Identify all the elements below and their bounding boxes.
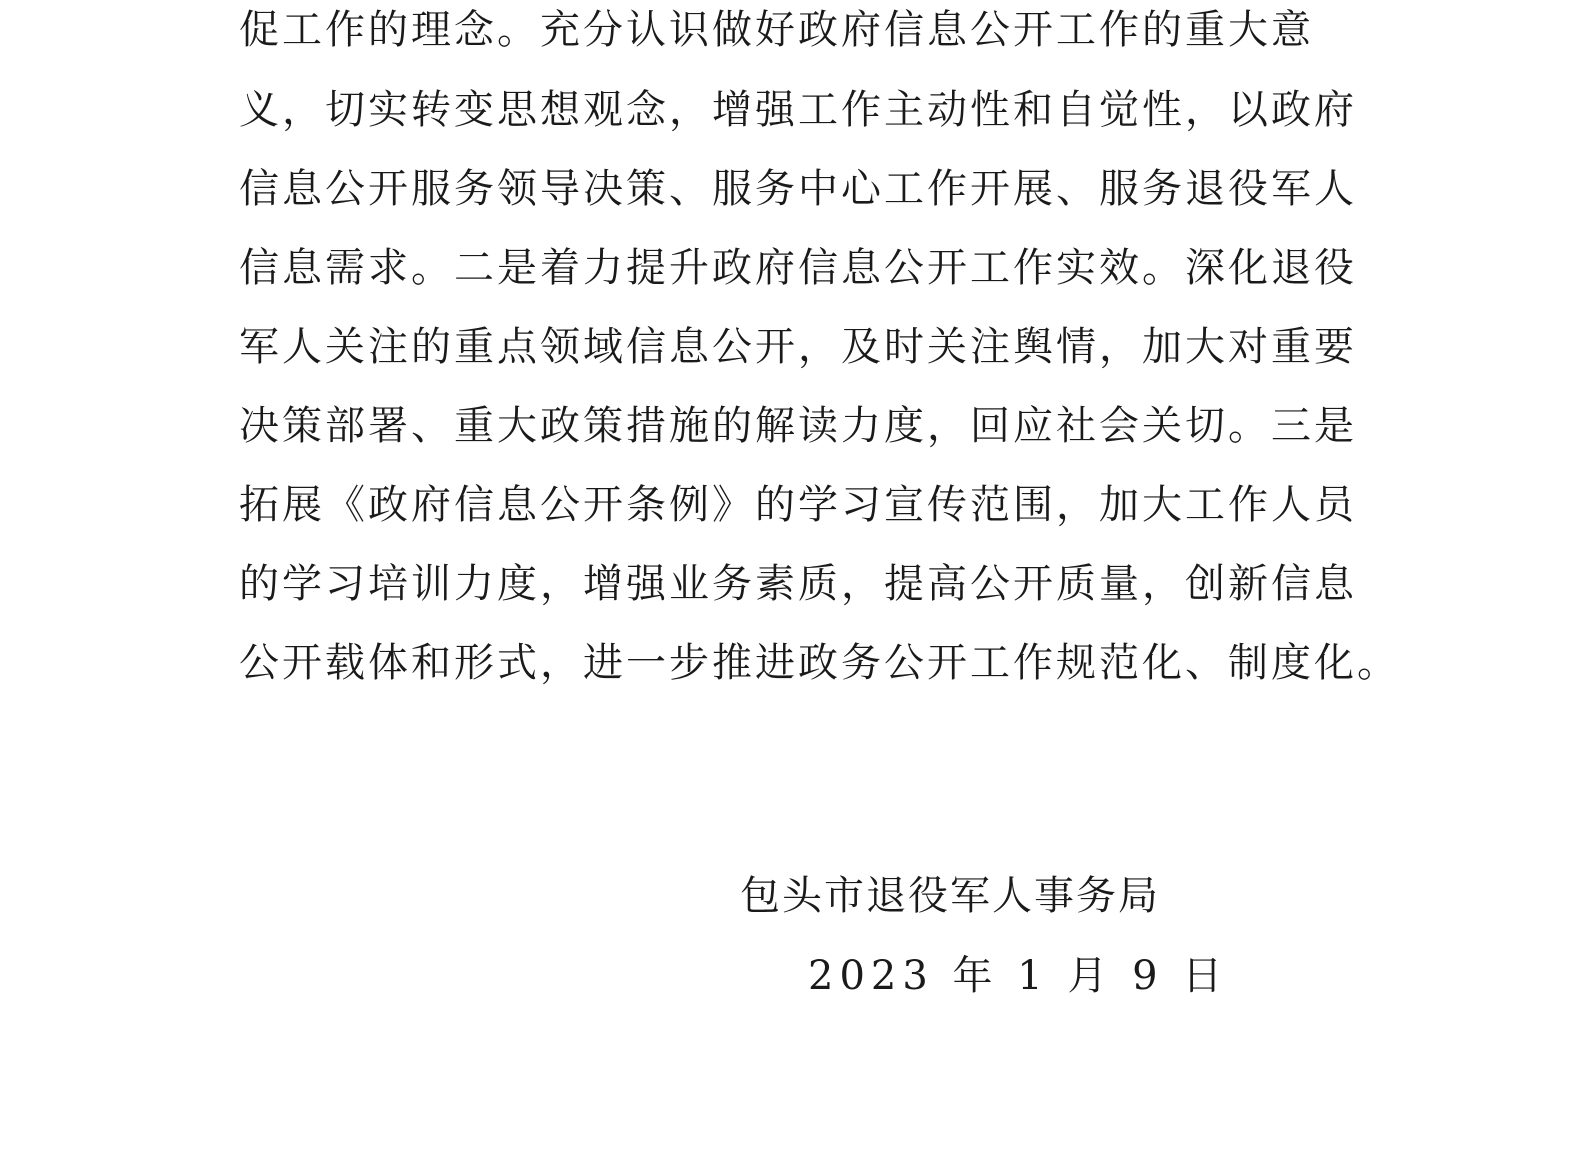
body-line-4: 信息需求。二是着力提升政府信息公开工作实效。深化退役 bbox=[239, 245, 1357, 291]
body-line-7: 拓展《政府信息公开条例》的学习宣传范围，加大工作人员 bbox=[239, 482, 1357, 528]
signature-organization: 包头市退役军人事务局 bbox=[740, 873, 1160, 919]
body-line-9: 公开载体和形式，进一步推进政务公开工作规范化、制度化。 bbox=[239, 640, 1400, 686]
body-line-3: 信息公开服务领导决策、服务中心工作开展、服务退役军人 bbox=[239, 166, 1357, 212]
body-line-6: 决策部署、重大政策措施的解读力度，回应社会关切。三是 bbox=[239, 403, 1357, 449]
body-line-2: 义，切实转变思想观念，增强工作主动性和自觉性，以政府 bbox=[239, 87, 1357, 133]
body-line-8: 的学习培训力度，增强业务素质，提高公开质量，创新信息 bbox=[239, 561, 1357, 607]
signature-date: 2023 年 1 月 9 日 bbox=[808, 953, 1229, 999]
body-line-5: 军人关注的重点领域信息公开，及时关注舆情，加大对重要 bbox=[239, 324, 1357, 370]
body-line-1: 促工作的理念。充分认识做好政府信息公开工作的重大意 bbox=[239, 7, 1314, 53]
